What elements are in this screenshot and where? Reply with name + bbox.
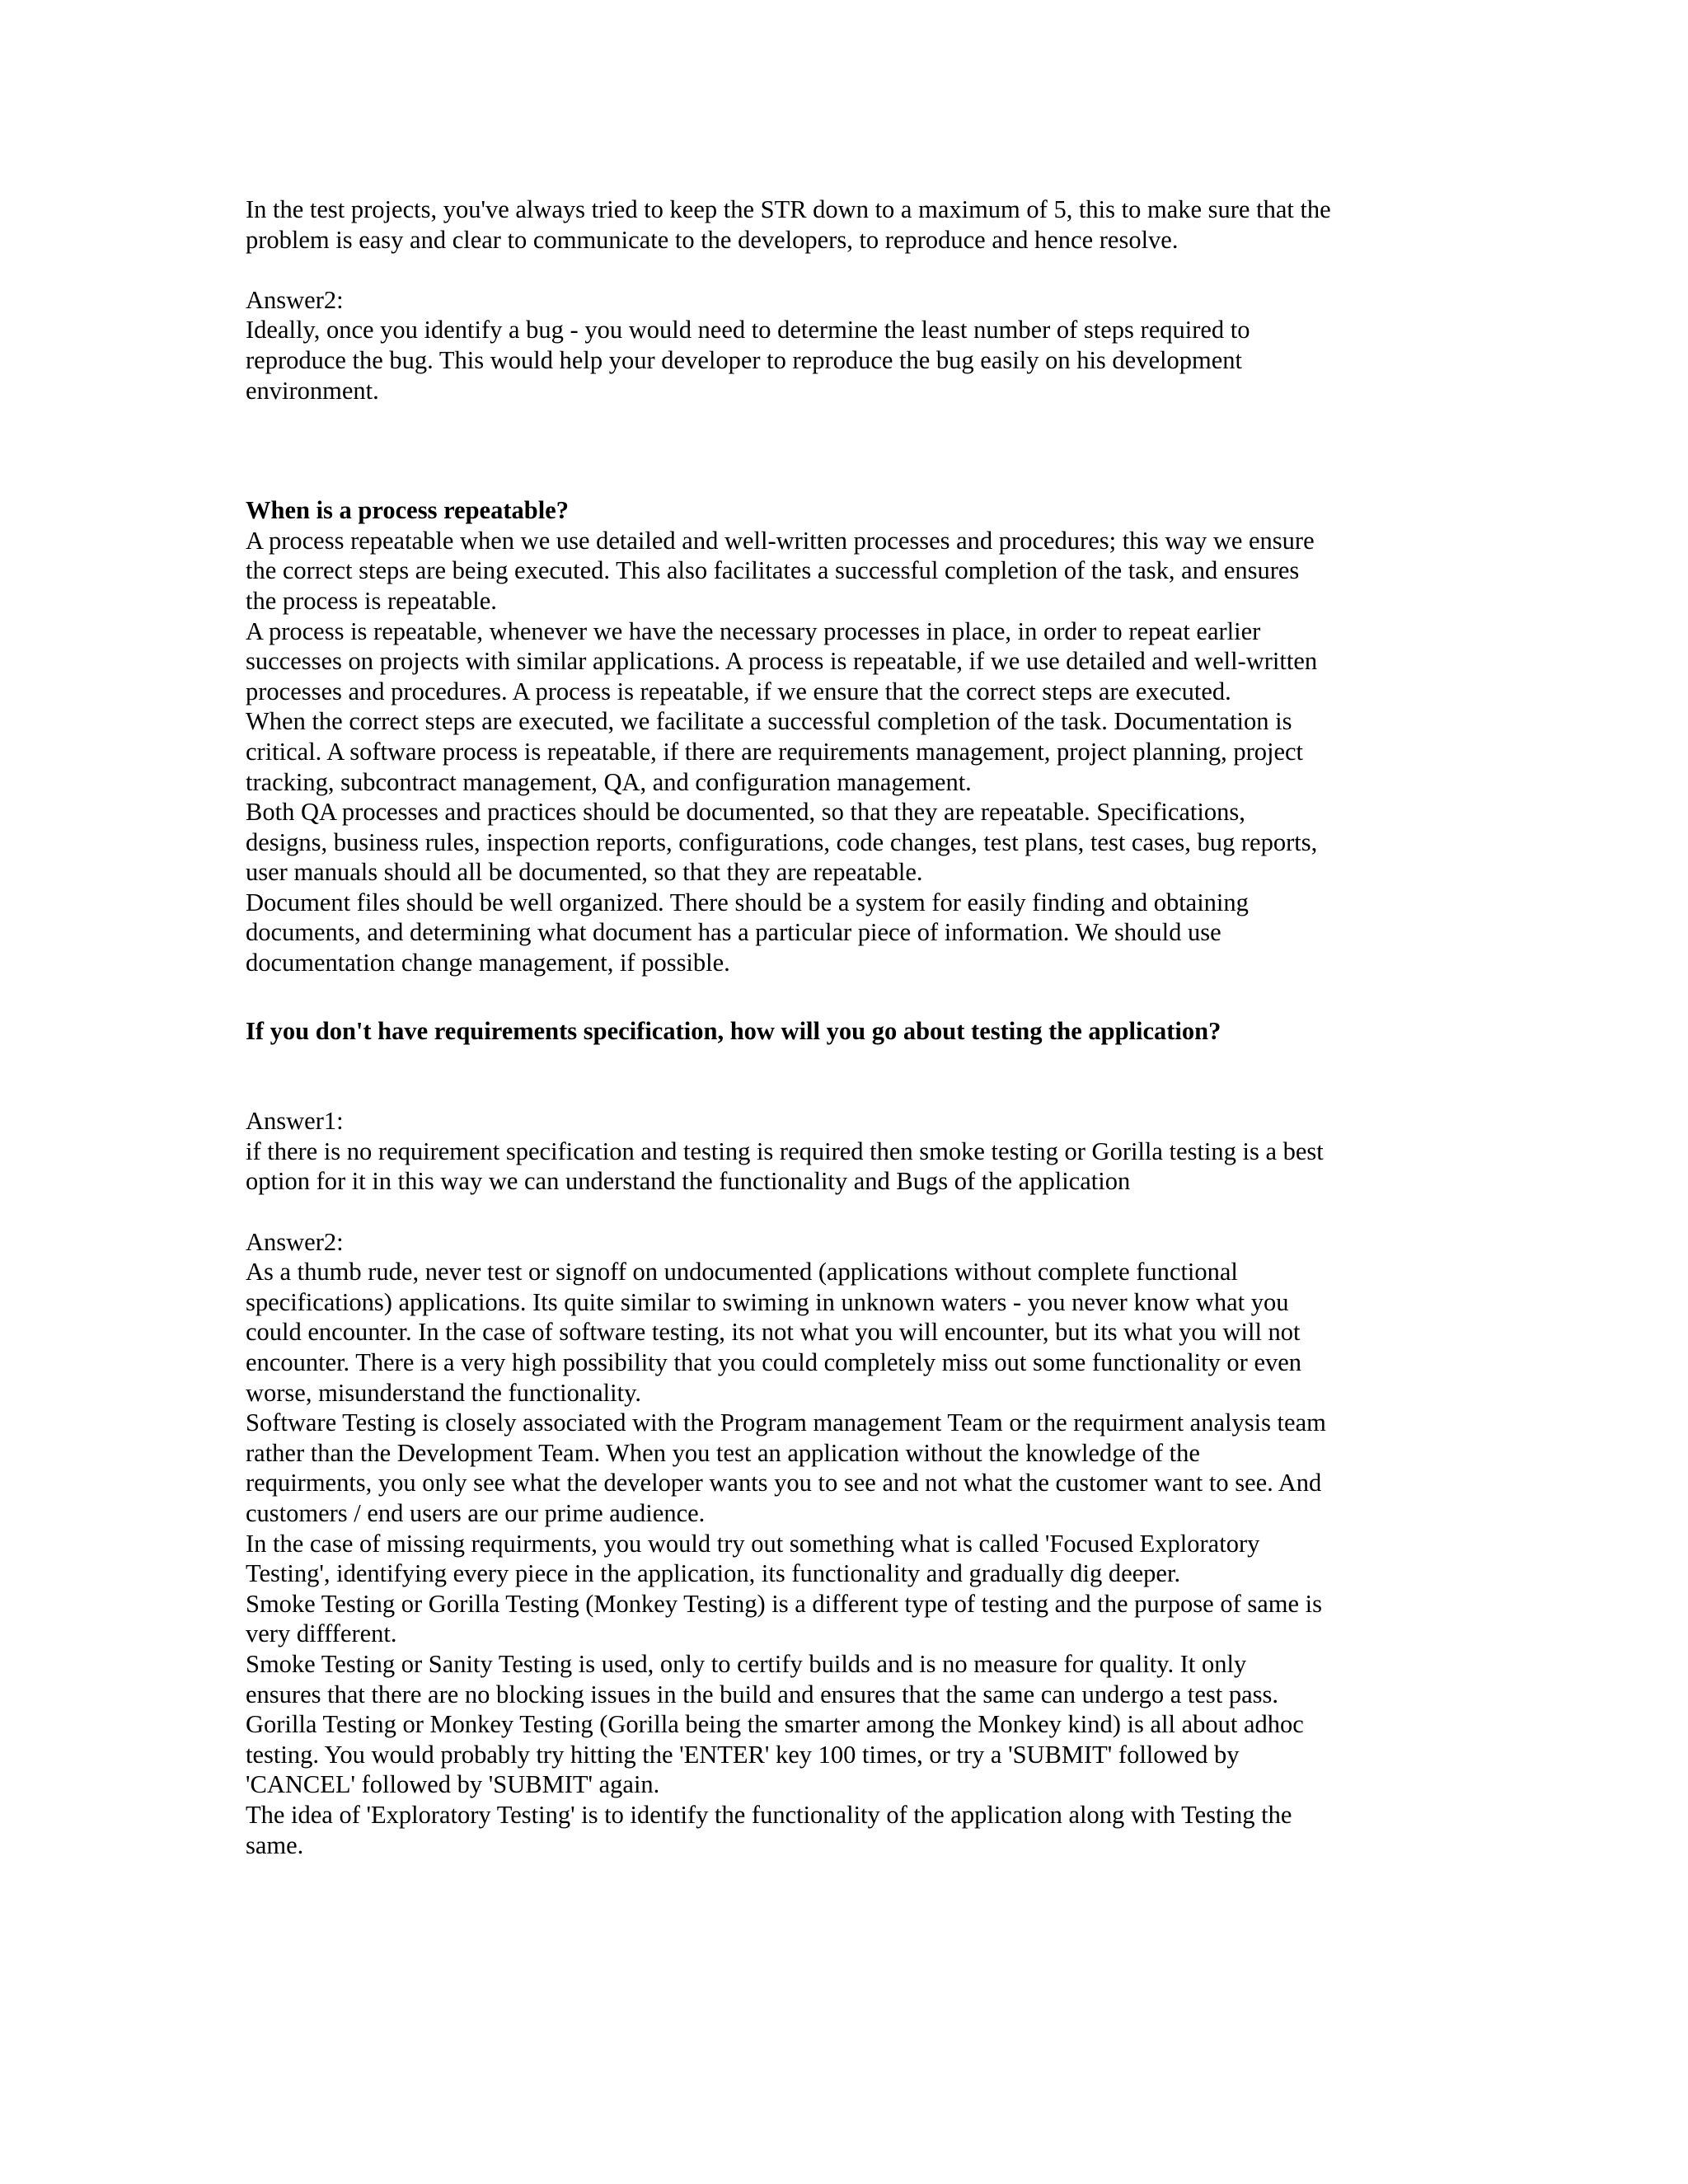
text-line: ensures that there are no blocking issues in the build and ensures that the same can undergo a test pass.	[246, 1680, 1278, 1708]
answer-label: Answer1:	[246, 1107, 344, 1136]
text-line: A process repeatable when we use detailed and well-written processes and procedures; this way we ensure	[246, 526, 1315, 555]
text-line: problem is easy and clear to communicate to the developers, to reproduce and hence resolve.	[246, 225, 1179, 254]
text-line: same.	[246, 1830, 304, 1859]
question-heading: If you don't have requirements specification, how will you go about testing the application?	[246, 1016, 1221, 1045]
text-line: testing. You would probably try hitting the 'ENTER' key 100 times, or try a 'SUBMIT' followed by	[246, 1740, 1240, 1769]
answer-label: Answer2:	[246, 285, 344, 314]
text-line: Smoke Testing or Gorilla Testing (Monkey Testing) is a different type of testing and the purpose of same is	[246, 1589, 1323, 1618]
text-line: option for it in this way we can understand the functionality and Bugs of the application	[246, 1167, 1131, 1196]
text-line: In the case of missing requirments, you would try out something what is called 'Focused Exploratory	[246, 1529, 1260, 1558]
text-line: if there is no requirement specification and testing is required then smoke testing or Gorilla testing is a best	[246, 1137, 1324, 1165]
text-line: documents, and determining what document has a particular piece of information. We should use	[246, 918, 1221, 947]
text-line: reproduce the bug. This would help your developer to reproduce the bug easily on his development	[246, 345, 1242, 374]
text-line: 'CANCEL' followed by 'SUBMIT' again.	[246, 1770, 660, 1799]
text-line: Software Testing is closely associated with the Program management Team or the requirment analysis team	[246, 1408, 1326, 1437]
text-line: critical. A software process is repeatable, if there are requirements management, project planning, project	[246, 737, 1304, 766]
answer2-str-block	[246, 285, 1449, 405]
intro-paragraph	[246, 194, 1449, 255]
text-line: worse, misunderstand the functionality.	[246, 1378, 641, 1407]
answer-label: Answer2:	[246, 1227, 344, 1256]
text-line: designs, business rules, inspection reports, configurations, code changes, test plans, test cases, bug reports,	[246, 827, 1318, 856]
text-line: user manuals should all be documented, so that they are repeatable.	[246, 858, 923, 887]
text-line: Gorilla Testing or Monkey Testing (Gorilla being the smarter among the Monkey kind) is all about adhoc	[246, 1710, 1304, 1739]
text-line: environment.	[246, 376, 379, 405]
text-line: the process is repeatable.	[246, 586, 497, 615]
text-line: Ideally, once you identify a bug - you would need to determine the least number of steps required to	[246, 316, 1250, 344]
document-page	[246, 194, 1449, 1860]
text-line: very diffferent.	[246, 1619, 397, 1648]
text-line: In the test projects, you've always tried to keep the STR down to a maximum of 5, this to make sure that the	[246, 195, 1331, 223]
text-line: processes and procedures. A process is repeatable, if we ensure that the correct steps are executed.	[246, 677, 1231, 705]
question-heading: When is a process repeatable?	[246, 496, 569, 525]
text-line: specifications) applications. Its quite similar to swiming in unknown waters - you never know what you	[246, 1287, 1289, 1316]
text-line: successes on projects with similar applications. A process is repeatable, if we use detailed and well-written	[246, 647, 1318, 676]
text-line: Document files should be well organized. There should be a system for easily finding and obtaining	[246, 888, 1249, 916]
text-line: tracking, subcontract management, QA, and configuration management.	[246, 767, 972, 796]
text-line: Both QA processes and practices should be documented, so that they are repeatable. Specifications,	[246, 798, 1245, 827]
repeatable-section	[246, 495, 1449, 978]
text-line: Testing', identifying every piece in the application, its functionality and gradually dig deeper.	[246, 1559, 1181, 1588]
text-line: As a thumb rude, never test or signoff on undocumented (applications without complete functional	[246, 1258, 1238, 1286]
text-line: Smoke Testing or Sanity Testing is used, only to certify builds and is no measure for quality. It only	[246, 1649, 1247, 1678]
text-line: The idea of 'Exploratory Testing' is to identify the functionality of the application along with Testing the	[246, 1800, 1292, 1829]
answer2-spec-block	[246, 1227, 1449, 1860]
no-spec-section	[246, 1016, 1449, 1047]
text-line: A process is repeatable, whenever we have the necessary processes in place, in order to repeat earlier	[246, 616, 1261, 645]
text-line: the correct steps are being executed. This also facilitates a successful completion of the task, and ensures	[246, 556, 1300, 585]
text-line: rather than the Development Team. When you test an application without the knowledge of the	[246, 1438, 1200, 1467]
text-line: requirments, you only see what the developer wants you to see and not what the customer want to see. And	[246, 1469, 1322, 1497]
text-line: could encounter. In the case of software testing, its not what you will encounter, but its what you will not	[246, 1318, 1301, 1347]
text-line: When the correct steps are executed, we facilitate a successful completion of the task. Documentation is	[246, 707, 1292, 736]
text-line: documentation change management, if possible.	[246, 949, 730, 977]
text-line: customers / end users are our prime audience.	[246, 1498, 706, 1527]
answer1-spec-block	[246, 1106, 1449, 1197]
text-line: encounter. There is a very high possibility that you could completely miss out some functionality or even	[246, 1348, 1302, 1376]
